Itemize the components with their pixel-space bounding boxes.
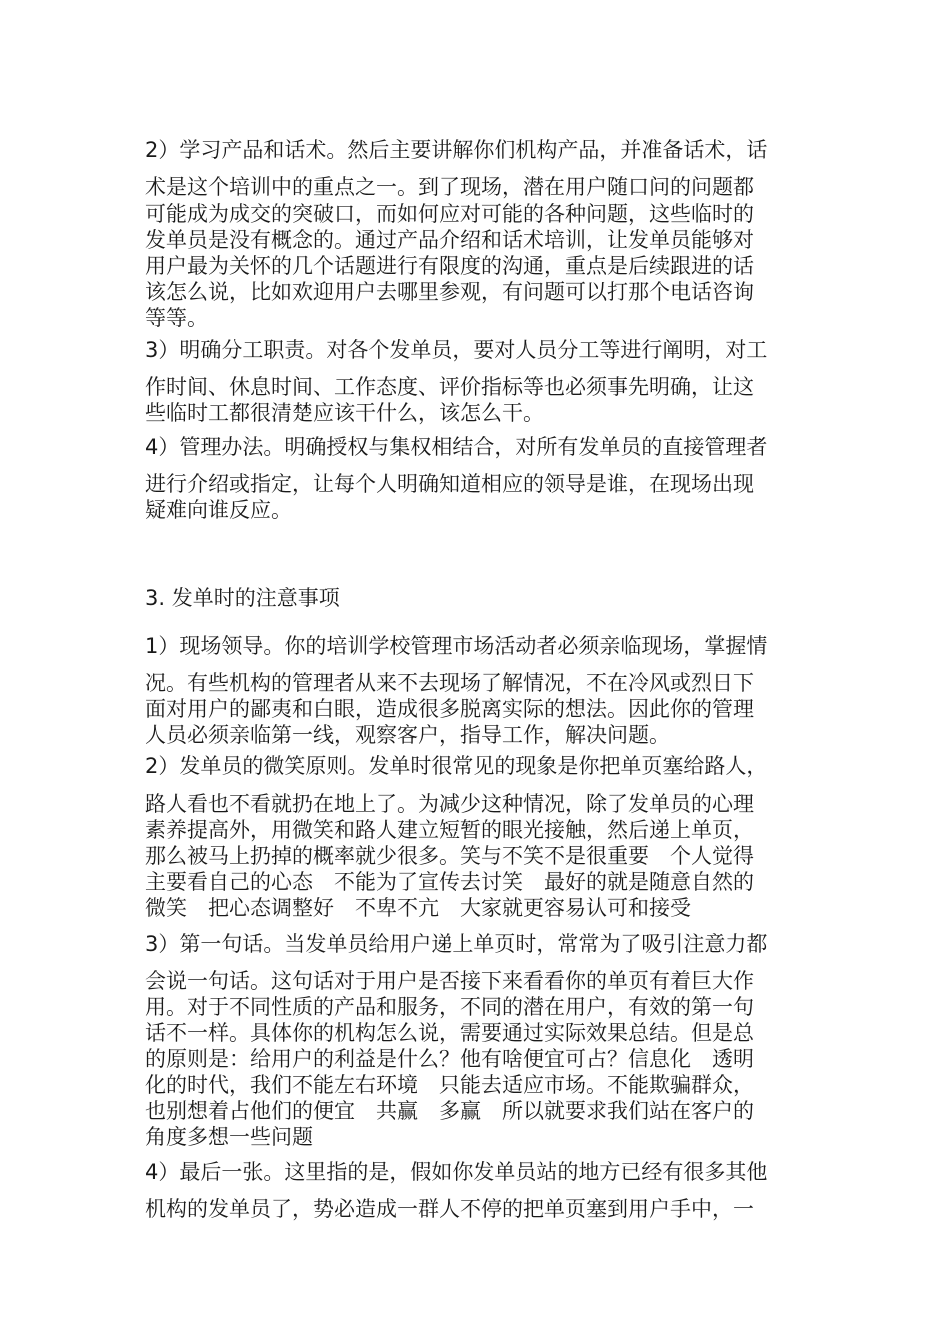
text-line: 路人看也不看就扔在地上了。为减少这种情况，除了发单员的心理 xyxy=(145,792,754,816)
text-line: 机构的发单员了，势必造成一群人不停的把单页塞到用户手中，一 xyxy=(145,1197,754,1221)
text-line: 些临时工都很清楚应该干什么，该怎么干。 xyxy=(145,401,544,425)
text-line: 3）明确分工职责。对各个发单员，要对人员分工等进行阐明，对工 xyxy=(145,338,768,362)
text-line: 3）第一句话。当发单员给用户递上单页时，常常为了吸引注意力都 xyxy=(145,932,768,956)
text-line: 会说一句话。这句话对于用户是否接下来看看你的单页有着巨大作 xyxy=(145,969,754,993)
text-line: 该怎么说，比如欢迎用户去哪里参观，有问题可以打那个电话咨询 xyxy=(145,280,754,304)
text-line: 的原则是：给用户的利益是什么？他有啥便宜可占？信息化 透明 xyxy=(145,1047,754,1071)
text-line: 话不一样。具体你的机构怎么说，需要通过实际效果总结。但是总 xyxy=(145,1021,754,1045)
section-heading: 3. 发单时的注意事项 xyxy=(145,586,340,610)
text-line: 微笑 把心态调整好 不卑不亢 大家就更容易认可和接受 xyxy=(145,896,691,920)
text-line: 那么被马上扔掉的概率就少很多。笑与不笑不是很重要 个人觉得 xyxy=(145,844,754,868)
text-line: 人员必须亲临第一线，观察客户，指导工作，解决问题。 xyxy=(145,723,670,747)
text-line: 疑难向谁反应。 xyxy=(145,498,292,522)
text-line: 2）发单员的微笑原则。发单时很常见的现象是你把单页塞给路人， xyxy=(145,754,768,778)
text-line: 用。对于不同性质的产品和服务，不同的潜在用户，有效的第一句 xyxy=(145,995,754,1019)
text-line: 角度多想一些问题 xyxy=(145,1125,313,1149)
text-line: 也别想着占他们的便宜 共赢 多赢 所以就要求我们站在客户的 xyxy=(145,1099,754,1123)
text-line: 素养提高外，用微笑和路人建立短暂的眼光接触，然后递上单页， xyxy=(145,818,754,842)
text-line: 发单员是没有概念的。通过产品介绍和话术培训，让发单员能够对 xyxy=(145,228,754,252)
text-line: 用户最为关怀的几个话题进行有限度的沟通，重点是后续跟进的话 xyxy=(145,254,754,278)
text-line: 化的时代，我们不能左右环境 只能去适应市场。不能欺骗群众， xyxy=(145,1073,754,1097)
text-line: 等等。 xyxy=(145,306,208,330)
text-line: 面对用户的鄙夷和白眼，造成很多脱离实际的想法。因此你的管理 xyxy=(145,697,754,721)
text-line: 4）最后一张。这里指的是，假如你发单员站的地方已经有很多其他 xyxy=(145,1160,768,1184)
text-line: 可能成为成交的突破口，而如何应对可能的各种问题，这些临时的 xyxy=(145,202,754,226)
text-line: 主要看自己的心态 不能为了宣传去讨笑 最好的就是随意自然的 xyxy=(145,870,754,894)
text-line: 4）管理办法。明确授权与集权相结合，对所有发单员的直接管理者 xyxy=(145,435,768,459)
text-line: 1）现场领导。你的培训学校管理市场活动者必须亲临现场，掌握情 xyxy=(145,634,768,658)
text-line: 术是这个培训中的重点之一。到了现场，潜在用户随口问的问题都 xyxy=(145,175,754,199)
text-line: 进行介绍或指定，让每个人明确知道相应的领导是谁，在现场出现 xyxy=(145,472,754,496)
text-line: 2）学习产品和话术。然后主要讲解你们机构产品，并准备话术，话 xyxy=(145,138,768,162)
text-line: 况。有些机构的管理者从来不去现场了解情况，不在冷风或烈日下 xyxy=(145,671,754,695)
text-line: 作时间、休息时间、工作态度、评价指标等也必须事先明确，让这 xyxy=(145,375,754,399)
